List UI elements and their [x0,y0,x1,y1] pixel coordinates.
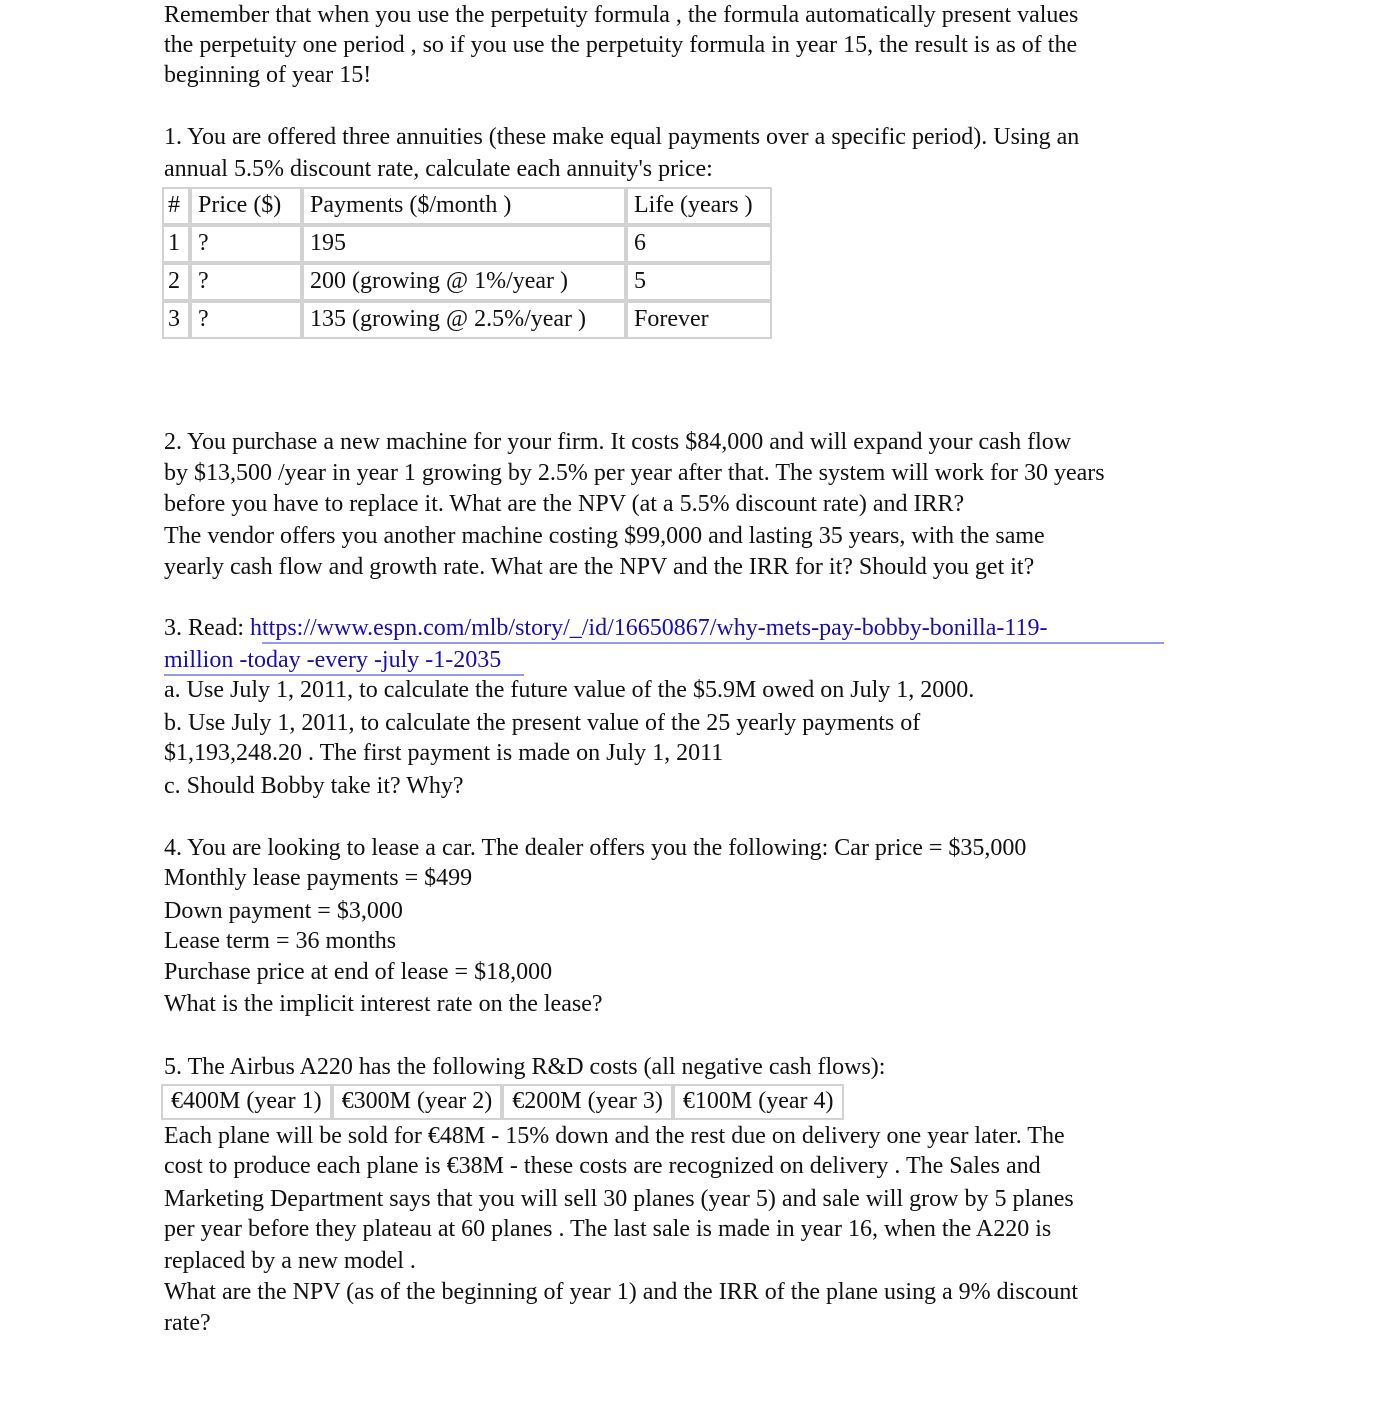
row-3-price: ? [190,301,302,339]
q3-link-line-2 [164,645,501,675]
intro-line-1: Remember that when you use the perpetuity formula , the formula automatically present values [164,2,1079,28]
intro-line-2: the perpetuity one period , so if you use the perpetuity formula in year 15, the result is as of the [164,32,1078,58]
q3-part-c: c. Should Bobby take it? Why? [164,773,464,799]
link-underline-1 [262,642,1164,644]
q5-line-3: cost to produce each plane is €38M - these costs are recognized on delivery . The Sales and [164,1153,1041,1179]
q4-line-3: Down payment = $3,000 [164,898,403,924]
row-1-number: 1 [162,225,190,263]
rd-cost-year-3: €200M (year 3) [502,1084,673,1120]
espn-article-link[interactable]: https://www.espn.com/mlb/story/_/id/16650867/why-mets-pay-bobby-bonilla-119- [249,615,1048,641]
header-number: # [162,187,190,225]
q2-line-5: yearly cash flow and growth rate. What are the NPV and the IRR for it? Should you get it? [164,554,1035,580]
q5-line-6: replaced by a new model . [164,1248,416,1274]
q3-part-a: a. Use July 1, 2011, to calculate the future value of the $5.9M owed on July 1, 2000. [164,677,975,703]
header-price: Price ($) [190,187,302,225]
annuities-table [162,187,772,339]
q2-line-3: before you have to replace it. What are the NPV (at a 5.5% discount rate) and IRR? [164,491,965,517]
q4-line-1: 4. You are looking to lease a car. The dealer offers you the following: Car price = $35,000 [164,835,1027,861]
table-row [162,225,772,263]
q4-line-2: Monthly lease payments = $499 [164,865,473,891]
rd-cost-year-2: €300M (year 2) [332,1084,503,1120]
q4-line-4: Lease term = 36 months [164,928,397,954]
q3-part-b-line-2: $1,193,248.20 . The first payment is made on July 1, 2011 [164,740,724,766]
intro-line-3: beginning of year 15! [164,62,372,88]
row-3-payments: 135 (growing @ 2.5%/year ) [302,301,626,339]
row-1-price: ? [190,225,302,263]
rd-costs-table [161,1084,844,1120]
q2-line-4: The vendor offers you another machine costing $99,000 and lasting 35 years, with the same [164,523,1045,549]
q5-line-8: rate? [164,1310,211,1336]
q5-line-4: Marketing Department says that you will sell 30 planes (year 5) and sale will grow by 5 planes [164,1186,1074,1212]
header-life: Life (years ) [626,187,772,225]
row-1-life: 6 [626,225,772,263]
row-1-payments: 195 [302,225,626,263]
rd-cost-year-1: €400M (year 1) [161,1084,332,1120]
q3-read-line [164,613,1047,643]
rd-cost-year-4: €100M (year 4) [673,1084,844,1120]
header-payments: Payments ($/month ) [302,187,626,225]
row-2-number: 2 [162,263,190,301]
q3-read-label: 3. Read: [164,615,250,641]
q2-line-1: 2. You purchase a new machine for your firm. It costs $84,000 and will expand your cash flow [164,429,1072,455]
q5-line-2: Each plane will be sold for €48M - 15% down and the rest due on delivery one year later. The [164,1123,1065,1149]
table-row [162,263,772,301]
q1-line-2: annual 5.5% discount rate, calculate each annuity's price: [164,156,713,182]
q4-line-6: What is the implicit interest rate on the lease? [164,991,603,1017]
q1-line-1: 1. You are offered three annuities (these make equal payments over a specific period). Using an [164,124,1080,150]
q4-line-5: Purchase price at end of lease = $18,000 [164,959,553,985]
row-3-number: 3 [162,301,190,339]
annuities-header-row [162,187,772,225]
row-2-price: ? [190,263,302,301]
q2-line-2: by $13,500 /year in year 1 growing by 2.5% per year after that. The system will work for 30 years [164,460,1105,486]
row-2-life: 5 [626,263,772,301]
q5-line-7: What are the NPV (as of the beginning of year 1) and the IRR of the plane using a 9% discount [164,1279,1078,1305]
table-row [161,1084,844,1120]
q5-line-1: 5. The Airbus A220 has the following R&D costs (all negative cash flows): [164,1054,886,1080]
table-row [162,301,772,339]
q5-line-5: per year before they plateau at 60 planes . The last sale is made in year 16, when the A220 is [164,1216,1052,1242]
q3-part-b-line-1: b. Use July 1, 2011, to calculate the present value of the 25 yearly payments of [164,710,921,736]
row-3-life: Forever [626,301,772,339]
espn-article-link-continued[interactable]: million -today -every -july -1-2035 [164,647,502,673]
row-2-payments: 200 (growing @ 1%/year ) [302,263,626,301]
